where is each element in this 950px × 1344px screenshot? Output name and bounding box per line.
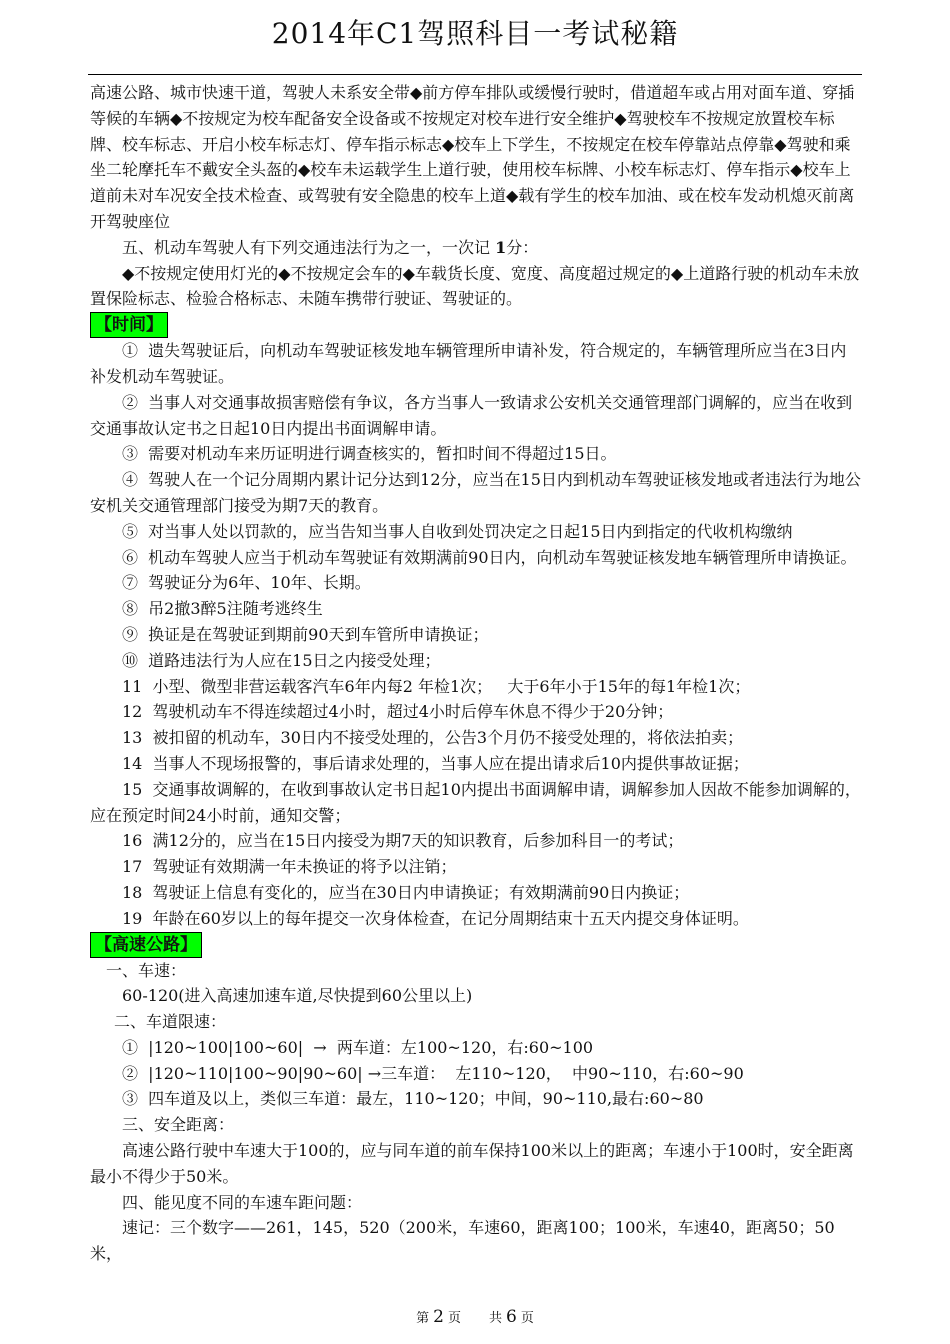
section-time-heading-row — [90, 312, 862, 338]
list-item: ⑦ 驾驶证分为6年、10年、长期。 — [122, 573, 371, 593]
page-number: 2 — [433, 1307, 444, 1327]
list-item: ⑩ 道路违法行为人应在15日之内接受处理； — [122, 650, 441, 670]
section-time-heading: 【时间】 — [90, 312, 168, 338]
list-item: 19 年龄在60岁以上的每年提交一次身体检查，在记分周期结束十五天内提交身体证明。 — [122, 908, 749, 928]
intro-paragraph: 高速公路、城市快速干道，驾驶人未系安全带◆前方停车排队或缓慢行驶时，借道超车或占用对面车道、穿插等候的车辆◆不按规定为校车配备安全设备或不按规定对校车进行安全维护◆驾驶校车不按规定放置校车标牌、校车标志、开启小校车标志灯、停车指示标志◆校车上下学生，不按规定在校车停靠站点停靠◆驾驶和乘坐二轮摩托车不戴安全头盔的◆校车未运载学生上道行驶，使用校车标牌、小校车标志灯、停车指示◆校车上道前未对车况安全技术检查、或驾驶有安全隐患的校车上道◆载有学生的校车加油、或在校车发动机熄灭前离开驾驶座位 — [90, 83, 855, 231]
list-item: ③ 四车道及以上，类似三车道：最左，110~120；中间，90~110,最右:60~80 — [122, 1089, 704, 1109]
list-item: ② |120~110|100~90|90~60| →三车道： 左110~120， 中90~110，右:60~90 — [122, 1063, 744, 1083]
total-pages: 6 — [506, 1307, 517, 1327]
rule-one-point-list: ◆不按规定使用灯光的◆不按规定会车的◆车载货长度、宽度、高度超过规定的◆上道路行驶的机动车未放置保险标志、检验合格标志、未随车携带行驶证、驾驶证的。 — [90, 263, 860, 309]
list-item: ⑤ 对当事人处以罚款的，应当告知当事人自收到处罚决定之日起15日内到指定的代收机构缴纳 — [122, 521, 793, 541]
page-title: 2014年C1驾照科目一考试秘籍 — [271, 17, 679, 50]
list-item: 16 满12分的，应当在15日内接受为期7天的知识教育，后参加科目一的考试； — [122, 831, 684, 851]
list-item: ① 遗失驾驶证后，向机动车驾驶证核发地车辆管理所申请补发，符合规定的，车辆管理所应当在3日内补发机动车驾驶证。 — [90, 341, 847, 386]
time-list — [90, 338, 862, 931]
header-rule — [88, 74, 862, 75]
visibility-heading: 四、能见度不同的车速车距问题： — [122, 1192, 363, 1212]
list-item: 14 当事人不现场报警的，事后请求处理的，当事人应在提出请求后10内提供事故证据； — [122, 753, 749, 773]
lane-list — [90, 1035, 862, 1112]
list-item: 18 驾驶证上信息有变化的，应当在30日内申请换证；有效期满前90日内换证； — [122, 882, 690, 902]
list-item: ⑨ 换证是在驾驶证到期前90天到车管所申请换证； — [122, 624, 489, 644]
list-item: ③ 需要对机动车来历证明进行调查核实的，暂扣时间不得超过15日。 — [122, 444, 617, 464]
section-highway-heading: 【高速公路】 — [90, 932, 202, 958]
list-item: ② 当事人对交通事故损害赔偿有争议，各方当事人一致请求公安机关交通管理部门调解的，应当在收到交通事故认定书之日起10日内提出书面调解申请。 — [90, 392, 853, 438]
visibility-text: 速记：三个数字——261，145，520（200米，车速60，距离100；100米，车速40，距离50；50米， — [90, 1218, 835, 1264]
speed-text: 60-120(进入高速加速车道,尽快提到60公里以上) — [122, 986, 473, 1006]
list-item: ① |120~100|100~60| → 两车道：左100~120，右:60~100 — [122, 1037, 594, 1057]
list-item: 17 驾驶证有效期满一年未换证的将予以注销； — [122, 857, 457, 877]
list-item: 12 驾驶机动车不得连续超过4小时，超过4小时后停车休息不得少于20分钟； — [122, 702, 674, 722]
page-footer: 第 2 页 共 6 页 — [416, 1307, 534, 1327]
speed-heading: 一、车速： — [106, 960, 187, 980]
list-item: ⑥ 机动车驾驶人应当于机动车驾驶证有效期满前90日内，向机动车驾驶证核发地车辆管理所申请换证。 — [122, 547, 857, 567]
list-item: 15 交通事故调解的，在收到事故认定书日起10内提出书面调解申请，调解参加人因故不能参加调解的，应在预定时间24小时前，通知交警； — [90, 779, 861, 825]
distance-heading: 三、安全距离： — [122, 1115, 235, 1135]
list-item: ④ 驾驶人在一个记分周期内累计记分达到12分，应当在15日内到机动车驾驶证核发地或者违法行为地公安机关交通管理部门接受为期7天的教育。 — [90, 470, 861, 515]
list-item: 13 被扣留的机动车，30日内不接受处理的，公告3个月仍不接受处理的，将依法拍卖； — [122, 728, 744, 748]
list-item: ⑧ 吊2撤3醉5注随考逃终生 — [122, 599, 323, 619]
distance-text: 高速公路行驶中车速大于100的，应与同车道的前车保持100米以上的距离；车速小于100时，安全距离最小不得少于50米。 — [90, 1141, 854, 1186]
lane-heading: 二、车道限速： — [114, 1012, 227, 1032]
section-highway-heading-row — [90, 932, 862, 958]
document-body — [90, 80, 862, 1267]
rule-one-point-heading: 五、机动车驾驶人有下列交通违法行为之一，一次记 1分： — [122, 237, 539, 257]
list-item: 11 小型、微型非营运载客汽车6年内每2 年检1次； 大于6年小于15年的每1年检1次； — [122, 676, 751, 696]
